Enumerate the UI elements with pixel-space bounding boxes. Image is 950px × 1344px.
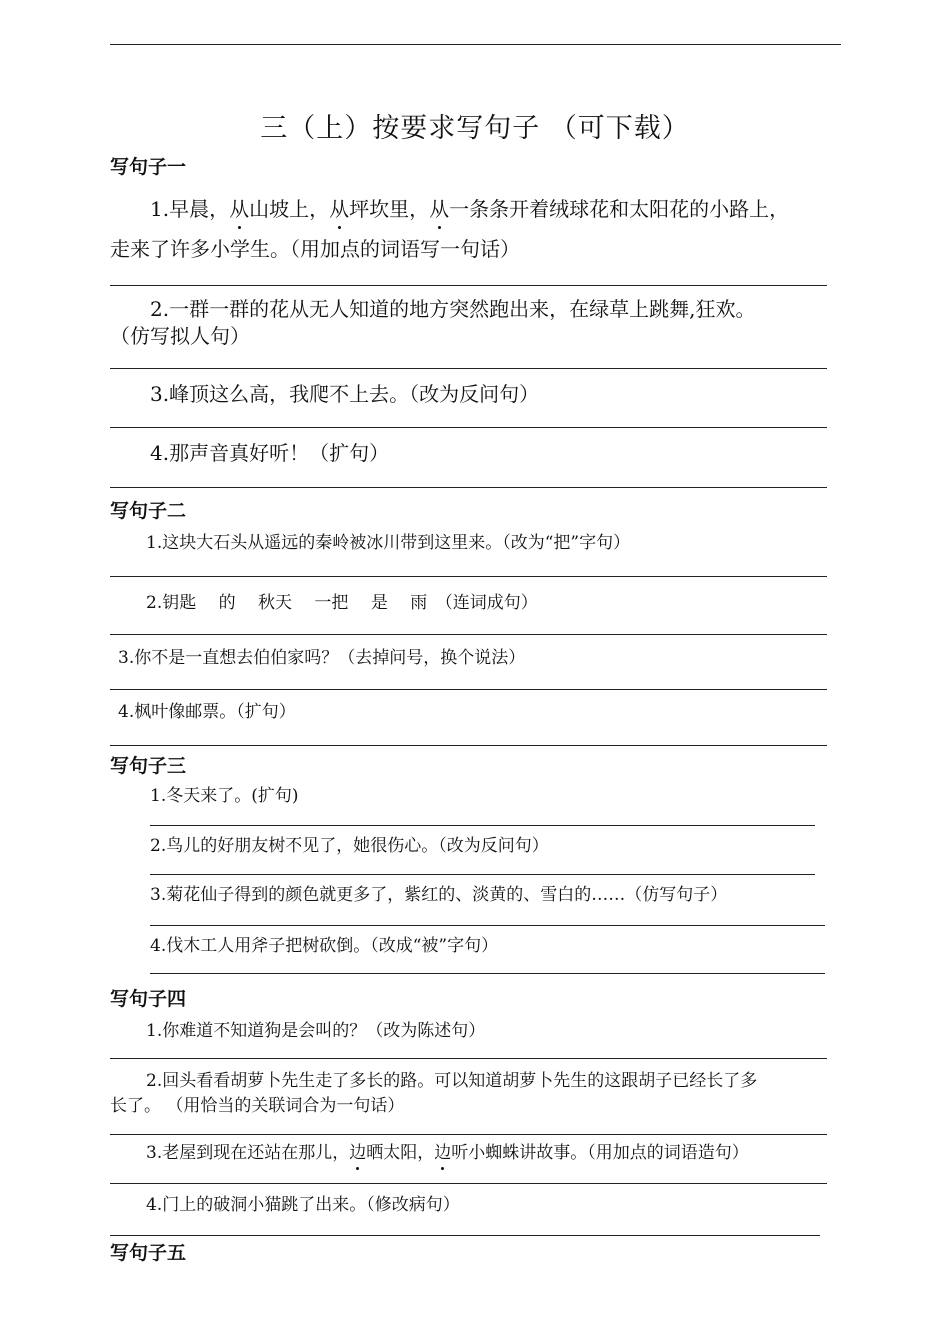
emphasis-dot-word: 从 [229,193,249,222]
question-4-2-line1: 2.回头看看胡萝卜先生走了多长的路。可以知道胡萝卜先生的这跟胡子已经长了多 [146,1071,758,1091]
question-2-2: 2.钥匙 的 秋天 一把 是 雨 （连词成句） [146,593,538,613]
question-1-4: 4.那声音真好听！（扩句） [150,441,390,465]
answer-line [110,1235,820,1236]
answer-line [150,825,815,826]
question-text: 1.早晨， [150,197,230,221]
answer-line [150,874,815,875]
answer-line [110,368,827,369]
answer-line [110,1183,827,1184]
question-text: 山坡上， [249,197,330,221]
section-heading: 写句子三 [110,755,187,777]
section-heading: 写句子四 [110,988,187,1010]
answer-line [110,487,827,488]
answer-line [110,689,827,690]
question-text: 3.老屋到现在还站在那儿， [146,1143,350,1163]
question-3-3: 3.菊花仙子得到的颜色就更多了，紫红的、淡黄的、雪白的……（仿写句子） [150,885,728,905]
question-4-1: 1.你难道不知道狗是会叫的？（改为陈述句） [146,1021,486,1041]
question-3-2: 2.鸟儿的好朋友树不见了，她很伤心。（改为反问句） [150,836,549,856]
question-4-4: 4.门上的破洞小猫跳了出来。（修改病句） [146,1195,460,1215]
question-4-3 [146,1138,749,1163]
answer-line [110,427,827,428]
answer-line [110,576,827,577]
question-1-1-line1 [150,193,789,222]
question-3-1: 1.冬天来了。(扩句) [150,786,299,806]
header-rule [110,44,841,45]
emphasis-dot-word: 边 [434,1138,451,1163]
section-heading: 写句子五 [110,1242,187,1264]
question-text: 一条条开着绒球花和太阳花的小路上， [449,197,790,221]
question-text: 晒太阳， [366,1143,435,1163]
page-title: 三（上）按要求写句子 （可下载） [260,113,690,144]
question-3-4: 4.伐木工人用斧子把树砍倒。（改成“被”字句） [150,936,499,956]
question-2-3: 3.你不是一直想去伯伯家吗？（去掉问号，换个说法） [118,648,526,668]
question-2-1: 1.这块大石头从遥远的秦岭被冰川带到这里来。（改为“把”字句） [146,533,631,553]
question-4-2-line2: 长了。 （用恰当的关联词合为一句话） [110,1096,405,1116]
question-text: 坪坎里， [349,197,430,221]
answer-line [110,1058,827,1059]
emphasis-dot-word: 从 [329,193,349,222]
answer-line [110,1134,827,1135]
answer-line [150,973,825,974]
emphasis-dot-word: 边 [349,1138,366,1163]
question-1-1-line2: 走来了许多小学生。（用加点的词语写一句话） [110,237,520,261]
answer-line [110,285,827,286]
emphasis-dot-word: 从 [429,193,449,222]
answer-line [110,634,827,635]
question-text: 听小蜘蛛讲故事。（用加点的词语造句） [451,1143,749,1163]
answer-line [110,745,827,746]
section-heading: 写句子二 [110,500,187,522]
question-1-2-line1: 2.一群一群的花从无人知道的地方突然跑出来，在绿草上跳舞,狂欢。 [150,297,756,321]
question-2-4: 4.枫叶像邮票。（扩句） [118,702,296,722]
question-1-3: 3.峰顶这么高，我爬不上去。（改为反问句） [150,382,540,406]
question-1-2-line2: （仿写拟人句） [110,324,250,348]
section-heading: 写句子一 [110,156,187,178]
answer-line [150,925,825,926]
